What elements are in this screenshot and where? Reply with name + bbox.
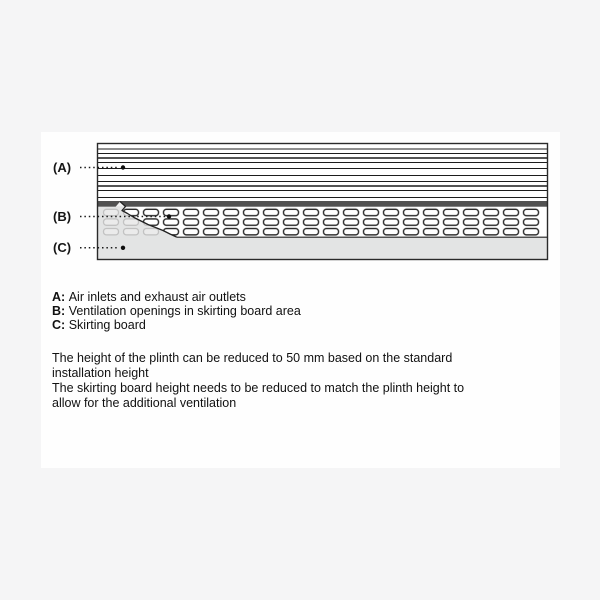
note-line-2: installation height [52, 366, 149, 380]
legend-item-b [52, 304, 301, 318]
legend-text-b: Ventilation openings in skirting board area [68, 304, 301, 318]
installation-diagram [41, 132, 560, 272]
note-line-1: The height of the plinth can be reduced to 50 mm based on the standard [52, 351, 453, 365]
legend-key-c: C: [52, 318, 66, 332]
leader-dot-a [121, 165, 125, 169]
plinth-band [97, 201, 548, 207]
legend-key-a: A: [52, 290, 66, 304]
appliance-front [97, 143, 548, 201]
diagram-label-a: (A) [53, 159, 72, 175]
leader-dot-b [167, 214, 171, 218]
legend-key-b: B: [52, 304, 66, 318]
note-line-4: allow for the additional ventilation [52, 396, 237, 410]
note-line-3: The skirting board height needs to be reduced to match the plinth height to [52, 381, 465, 395]
legend [52, 290, 301, 332]
legend-text-c: Skirting board [68, 318, 146, 332]
leader-dot-c [121, 246, 125, 250]
installation-notes [52, 351, 464, 411]
legend-item-c [52, 318, 301, 332]
legend-text-a: Air inlets and exhaust air outlets [68, 290, 246, 304]
diagram-label-c: (C) [53, 240, 72, 255]
diagram-label-b: (B) [53, 208, 72, 224]
legend-item-a [52, 290, 301, 304]
vent-slots [122, 207, 540, 237]
content-panel [41, 132, 560, 468]
